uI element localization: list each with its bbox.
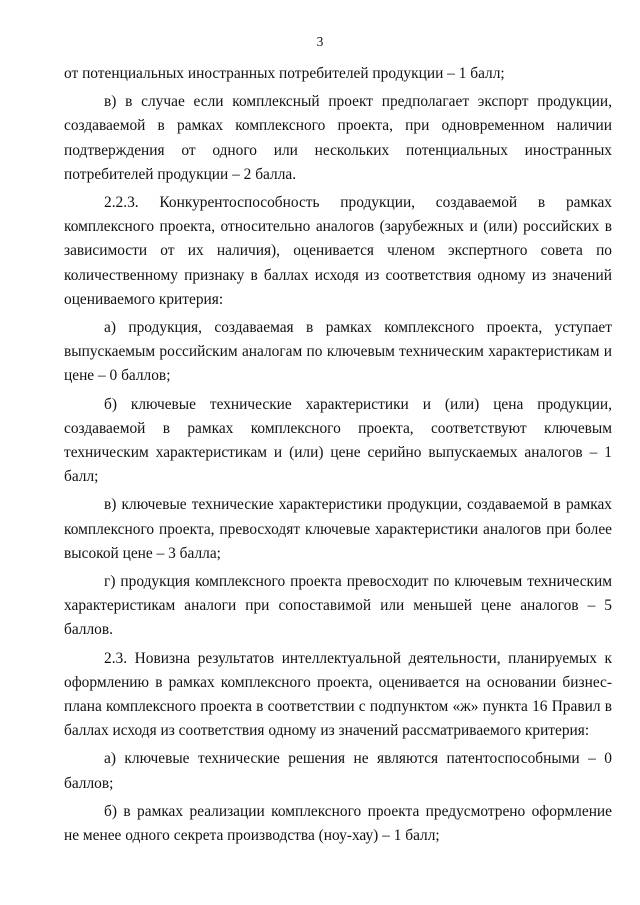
- paragraph-item-b: б) ключевые технические характеристики и (или) цена продукции, создаваемой в рамках комплексного проекта, соответствуют ключевым техническим характеристикам и (или) цене серийно выпускаемых аналогов – 1 балл;: [64, 395, 612, 486]
- paragraph-2-3: 2.3. Новизна результатов интеллектуальной деятельности, планируемых к оформлению в рамках комплексного проекта, оценивается на основании бизнес-плана комплексного проекта в соответствии с подпунктом «ж» пункта 16 Правил в баллах исходя из соответствия одному из значений рассматриваемого критерия:: [64, 649, 612, 740]
- paragraph-2-3-item-b: б) в рамках реализации комплексного проекта предусмотрено оформление не менее одного секрета производства (ноу-хау) – 1 балл;: [64, 802, 612, 845]
- paragraph-item-v: в) ключевые технические характеристики продукции, создаваемой в рамках комплексного проекта, превосходят ключевые характеристики аналогов при более высокой цене – 3 балла;: [64, 496, 612, 562]
- paragraph-item-v-export: в) в случае если комплексный проект предполагает экспорт продукции, создаваемой в рамках комплексного проекта, при одновременном наличии подтверждения от одного или нескольких потенциальных иностранных потребителей продукции – 2 балла.: [64, 93, 612, 183]
- page-number: 3: [316, 34, 324, 49]
- paragraph-2-3-item-a: а) ключевые технические решения не являются патентоспособными – 0 баллов;: [64, 750, 612, 792]
- paragraph-item-g: г) продукция комплексного проекта превосходит по ключевым техническим характеристикам аналоги при сопоставимой или меньшей цене аналогов – 5 баллов.: [64, 573, 612, 639]
- paragraph-2-2-3: 2.2.3. Конкурентоспособность продукции, создаваемой в рамках комплексного проекта, относительно аналогов (зарубежных и (или) российских в зависимости от их наличия), оценивается членом экспертного совета по количественному признаку в баллах исходя из соответствия одному из значений оцениваемого критерия:: [64, 194, 612, 308]
- document-body: [64, 62, 612, 852]
- paragraph-item-a: а) продукция, создаваемая в рамках комплексного проекта, уступает выпускаемым российским аналогам по ключевым техническим характеристикам и цене – 0 баллов;: [64, 319, 612, 385]
- paragraph-continuation: от потенциальных иностранных потребителей продукции – 1 балл;: [64, 65, 505, 82]
